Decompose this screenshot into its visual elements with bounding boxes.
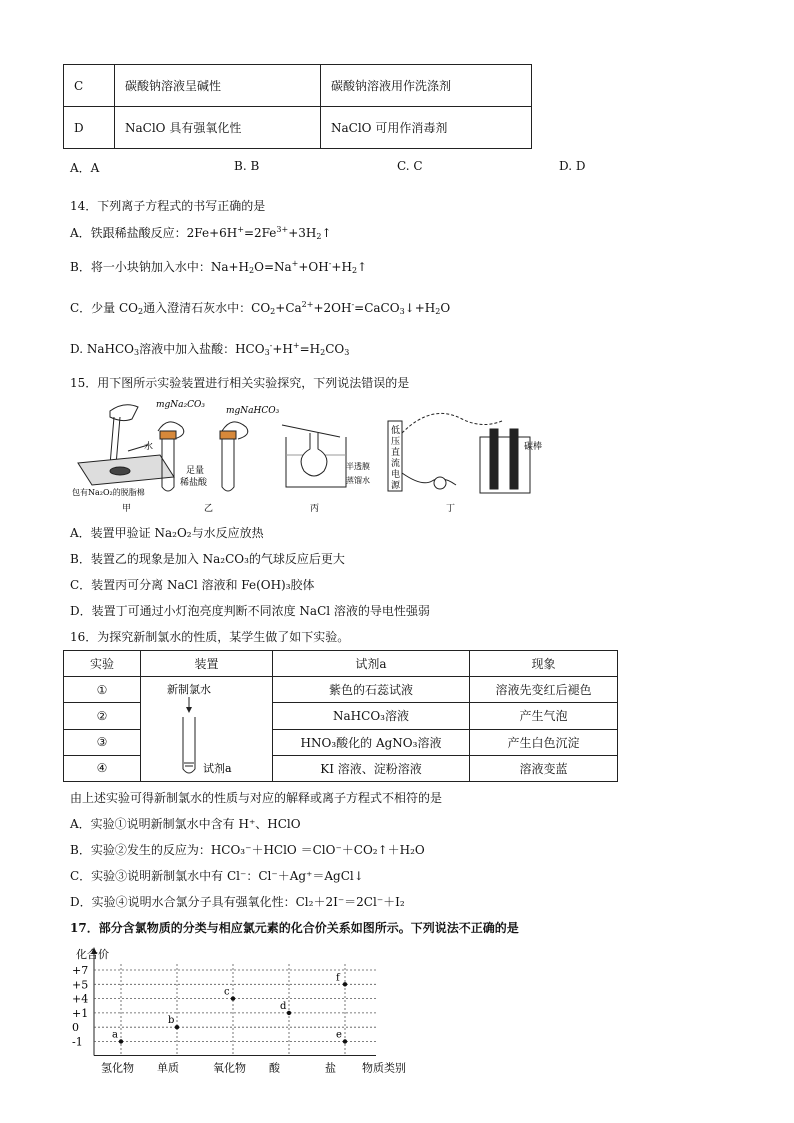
phenomenon-cell: 溶液变蓝 bbox=[470, 755, 618, 781]
y-tick-label: 0 bbox=[72, 1021, 79, 1035]
label-mnahco3: mgNaHCO₃ bbox=[226, 406, 280, 416]
header-reagent: 试剂a bbox=[273, 651, 470, 677]
experiment-no: ① bbox=[64, 677, 141, 703]
table-row bbox=[64, 677, 618, 703]
apparatus-ding bbox=[388, 413, 530, 493]
label-jia: 甲 bbox=[122, 504, 132, 514]
q16-option-a: A．实验①说明新制氯水中含有 H⁺、HClO bbox=[70, 817, 301, 831]
experiment-table bbox=[63, 650, 618, 782]
data-label: a bbox=[112, 1029, 118, 1041]
label-mna2co3: mgNa₂CO₃ bbox=[156, 400, 206, 410]
experiment-no: ④ bbox=[64, 755, 141, 781]
q16-option-b: B．实验②发生的反应为：HCO₃⁻＋HClO ＝ClO⁻＋CO₂↑＋H₂O bbox=[70, 843, 425, 857]
test-tube-figure bbox=[141, 677, 272, 781]
q14-option-c: C．少量 $CO_2$通入澄清石灰水中：$CO_2+Ca^{2+}+2OH^-=CaCO_3↓+H_2O$ bbox=[70, 300, 451, 316]
experiment-no: ② bbox=[64, 703, 141, 729]
header-phenomenon: 现象 bbox=[470, 651, 618, 677]
label-power: 低压直流电源 bbox=[391, 426, 401, 491]
label-yi: 乙 bbox=[204, 504, 214, 514]
apparatus-figure bbox=[70, 393, 543, 515]
device-cell bbox=[141, 677, 273, 782]
data-point bbox=[175, 1025, 179, 1029]
label-ding: 丁 bbox=[446, 504, 456, 514]
data-point bbox=[231, 996, 235, 1000]
property-cell: NaClO 具有强氧化性 bbox=[115, 107, 321, 149]
q13-option-b: B. B bbox=[234, 159, 260, 173]
data-point bbox=[287, 1011, 291, 1015]
q17-stem: 17．部分含氯物质的分类与相应氯元素的化合价关系如图所示。下列说法不正确的是 bbox=[70, 921, 519, 935]
header-experiment: 实验 bbox=[64, 651, 141, 677]
table-row bbox=[64, 107, 532, 149]
x-tick-label: 盐 bbox=[325, 1061, 336, 1075]
reagent-cell: KI 溶液、淀粉溶液 bbox=[273, 755, 470, 781]
property-use-table bbox=[63, 64, 532, 149]
label-membrane: 半透膜 bbox=[346, 462, 370, 471]
label-distilled: 蒸馏水 bbox=[346, 476, 370, 485]
y-tick-label: +1 bbox=[72, 1006, 89, 1020]
label-cotton: 包有Na₂O₂的脱脂棉 bbox=[72, 488, 145, 497]
option-text: 通入澄清石灰水中： bbox=[143, 301, 252, 315]
q15-option-c: C．装置丙可分离 NaCl 溶液和 Fe(OH)₃胶体 bbox=[70, 578, 315, 592]
data-label: c bbox=[224, 986, 230, 998]
label-acid-amount: 足量 bbox=[186, 466, 205, 476]
data-label: e bbox=[336, 1029, 342, 1041]
y-tick-label: +5 bbox=[72, 978, 89, 992]
y-tick-label: -1 bbox=[72, 1035, 83, 1049]
phenomenon-cell: 溶液先变红后褪色 bbox=[470, 677, 618, 703]
row-label: C bbox=[64, 65, 115, 107]
reagent-cell: HNO₃酸化的 AgNO₃溶液 bbox=[273, 729, 470, 755]
label-bing: 丙 bbox=[310, 504, 320, 514]
header-device: 装置 bbox=[141, 651, 273, 677]
row-label: D bbox=[64, 107, 115, 149]
q15-option-a: A．装置甲验证 Na₂O₂与水反应放热 bbox=[70, 526, 264, 540]
q13-option-a: A．A bbox=[70, 161, 100, 175]
q16-option-d: D．实验④说明水合氯分子具有强氧化性：Cl₂＋2I⁻＝2Cl⁻＋I₂ bbox=[70, 895, 405, 909]
label-acid: 稀盐酸 bbox=[180, 478, 208, 488]
q13-option-c: C. C bbox=[397, 159, 423, 173]
device-top-label: 新制氯水 bbox=[167, 683, 211, 696]
experiment-no: ③ bbox=[64, 729, 141, 755]
q13-option-d: D. D bbox=[559, 159, 586, 173]
q16-option-c: C．实验③说明新制氯水中有 Cl⁻：Cl⁻＋Ag⁺＝AgCl↓ bbox=[70, 869, 364, 883]
q14-option-d: D. NaHCO$_3$溶液中加入盐酸：$HCO_3^-+H^+=H_2CO_3$ bbox=[70, 341, 350, 357]
option-text: A．铁跟稀盐酸反应： bbox=[70, 226, 187, 240]
reagent-cell: NaHCO₃溶液 bbox=[273, 703, 470, 729]
apparatus-jia bbox=[78, 405, 174, 485]
device-bottom-label: 试剂a bbox=[203, 762, 232, 775]
phenomenon-cell: 产生白色沉淀 bbox=[470, 729, 618, 755]
q15-option-b: B．装置乙的现象是加入 Na₂CO₃的气球反应后更大 bbox=[70, 552, 345, 566]
property-cell: 碳酸钠溶液呈碱性 bbox=[115, 65, 321, 107]
option-text: 溶液中加入盐酸： bbox=[139, 342, 236, 356]
table-header-row bbox=[64, 651, 618, 677]
phenomenon-cell: 产生气泡 bbox=[470, 703, 618, 729]
x-tick-label: 氧化物 bbox=[213, 1061, 246, 1075]
data-point bbox=[343, 982, 347, 986]
q16-lead: 由上述实验可得新制氯水的性质与对应的解释或离子方程式不相符的是 bbox=[70, 791, 443, 805]
arrow-down-icon bbox=[186, 707, 192, 713]
apparatus-bing bbox=[282, 425, 346, 487]
y-tick-label: +7 bbox=[72, 964, 89, 977]
reagent-cell: 紫色的石蕊试液 bbox=[273, 677, 470, 703]
use-cell: NaClO 可用作消毒剂 bbox=[321, 107, 532, 149]
q14-option-b: B．将一小块钠加入水中：$Na+H_2O=Na^++OH^-+H_2↑$ bbox=[70, 259, 368, 275]
x-tick-label: 氢化物 bbox=[101, 1061, 134, 1075]
x-tick-label: 单质 bbox=[157, 1061, 179, 1075]
q16-stem: 16．为探究新制氯水的性质，某学生做了如下实验。 bbox=[70, 630, 350, 644]
q15-stem: 15．用下图所示实验装置进行相关实验探究，下列说法错误的是 bbox=[70, 376, 410, 390]
data-label: d bbox=[280, 1000, 287, 1012]
option-text: D. NaHCO bbox=[70, 342, 134, 356]
data-point bbox=[119, 1039, 123, 1043]
table-row bbox=[64, 65, 532, 107]
option-text: C．少量 bbox=[70, 301, 116, 315]
y-tick-label: +4 bbox=[72, 992, 89, 1006]
x-axis-label: 物质类别 bbox=[362, 1061, 406, 1075]
data-point bbox=[343, 1039, 347, 1043]
q14-option-a: A．铁跟稀盐酸反应：$2Fe+6H^+=2Fe^{3+}+3H_2↑$ bbox=[70, 225, 332, 241]
use-cell: 碳酸钠溶液用作洗涤剂 bbox=[321, 65, 532, 107]
label-rod: 碳棒 bbox=[524, 442, 543, 452]
data-label: f bbox=[336, 972, 340, 984]
x-tick-label: 酸 bbox=[269, 1061, 280, 1075]
data-label: b bbox=[168, 1015, 175, 1027]
y-axis-label: 化合价 bbox=[76, 948, 109, 961]
label-water: 水 bbox=[144, 442, 154, 452]
q14-stem: 14．下列离子方程式的书写正确的是 bbox=[70, 199, 266, 213]
option-text: B．将一小块钠加入水中： bbox=[70, 260, 211, 274]
q15-option-d: D．装置丁可通过小灯泡亮度判断不同浓度 NaCl 溶液的导电性强弱 bbox=[70, 604, 430, 618]
valence-chart bbox=[70, 944, 430, 1094]
